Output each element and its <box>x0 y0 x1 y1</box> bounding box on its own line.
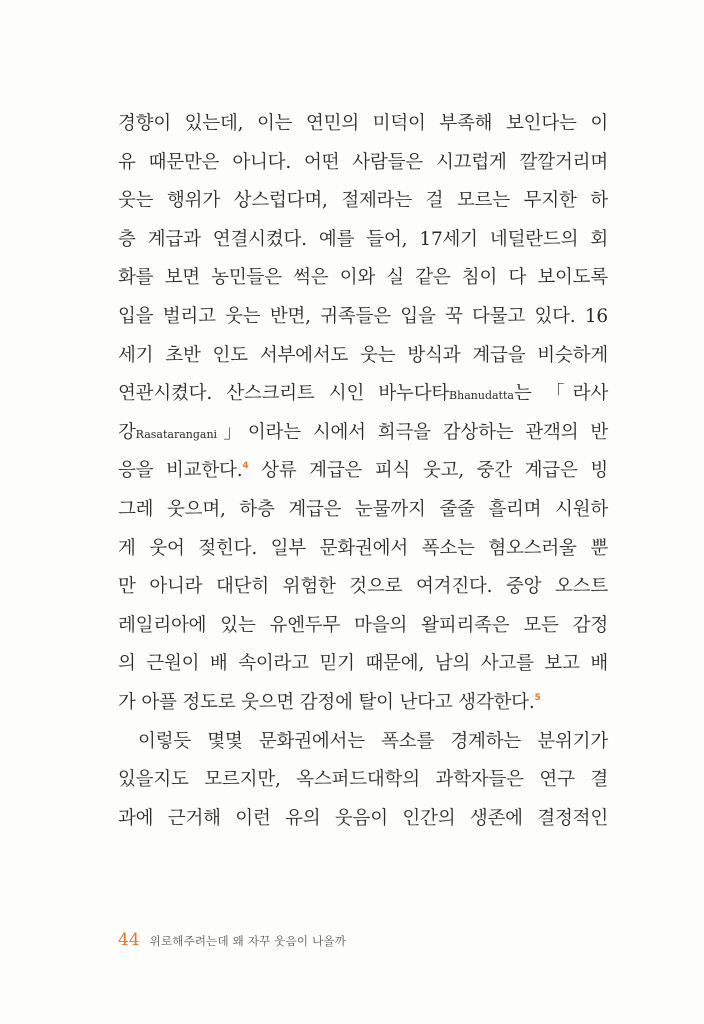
page-number: 44 <box>118 930 140 950</box>
text-segment: 상류 계급은 피식 웃고, 중간 계급은 빙 <box>248 460 609 482</box>
text-line: 레일리아에 있는 유엔두무 마을의 왈피리족은 모든 감정 <box>118 614 608 636</box>
text-segment: 응을 비교한다. <box>118 460 243 482</box>
text-segment: 」이라는 시에서 희극을 감상하는 관객의 반 <box>217 421 608 443</box>
text-line: 입을 벌리고 웃는 반면, 귀족들은 입을 꾹 다물고 있다. 16 <box>118 305 608 327</box>
text-line: 화를 보면 농민들은 썩은 이와 실 같은 침이 다 보이도록 <box>118 267 608 289</box>
text-line: 층 계급과 연결시켰다. 예를 들어, 17세기 네덜란드의 회 <box>118 228 608 250</box>
romanized-name: Bhanudatta <box>449 389 514 403</box>
text-line: 게 웃어 젖힌다. 일부 문화권에서 폭소는 혐오스러울 뿐 <box>118 537 608 559</box>
text-line: 유 때문만은 아니다. 어떤 사람들은 시끄럽게 깔깔거리며 <box>118 151 608 173</box>
text-line: 세기 초반 인도 서부에서도 웃는 방식과 계급을 비슷하게 <box>118 344 608 366</box>
text-segment: 가 아플 정도로 웃으면 감정에 탈이 난다고 생각한다. <box>118 691 535 713</box>
text-line: 만 아니라 대단히 위험한 것으로 여겨진다. 중앙 오스트 <box>118 576 608 598</box>
footnote-marker[interactable]: 4 <box>242 461 249 472</box>
text-line <box>118 414 608 453</box>
text-line: 그레 웃으며, 하층 계급은 눈물까지 줄줄 흘리며 시원하 <box>118 498 608 520</box>
text-line: 과에 근거해 이런 유의 웃음이 인간의 생존에 결정적인 <box>118 807 608 829</box>
text-line <box>118 452 608 491</box>
footnote-marker[interactable]: 5 <box>534 692 541 703</box>
romanized-title: Rasatarangani <box>135 427 218 441</box>
text-segment: 는 「라사 <box>513 383 608 405</box>
text-segment: 강 <box>118 421 136 443</box>
text-line: 의 근원이 배 속이라고 믿기 때문에, 남의 사고를 보고 배 <box>118 653 608 675</box>
page-footer <box>118 930 346 954</box>
text-line <box>118 684 608 723</box>
text-line: 경향이 있는데, 이는 연민의 미덕이 부족해 보인다는 이 <box>118 113 608 134</box>
text-line: 있을지도 모르지만, 옥스퍼드대학의 과학자들은 연구 결 <box>118 769 608 791</box>
running-title: 위로해주려는데 왜 자꾸 웃음이 나올까 <box>149 934 347 948</box>
text-line: 이렇듯 몇몇 문화권에서는 폭소를 경계하는 분위기가 <box>138 730 608 752</box>
text-line <box>118 375 608 414</box>
text-segment: 연관시켰다. 산스크리트 시인 바누다타 <box>118 383 450 405</box>
text-line: 웃는 행위가 상스럽다며, 절제라는 걸 모르는 무지한 하 <box>118 190 608 212</box>
body-text <box>118 105 608 838</box>
